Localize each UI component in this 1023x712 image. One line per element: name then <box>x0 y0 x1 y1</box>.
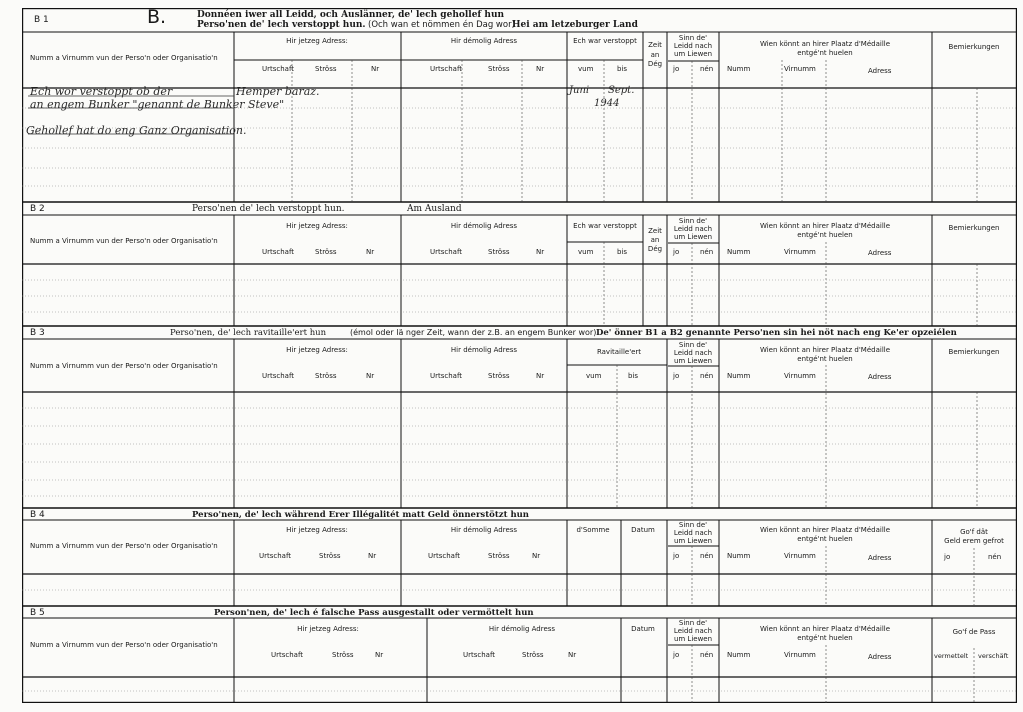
b2-alive-2: Leidd nach <box>673 225 713 233</box>
b2-medal-1: Wien könnt an hirer Plaatz d'Médaille <box>759 222 891 230</box>
section-label-b3: B 3 <box>30 328 45 338</box>
b1-time-2: an <box>650 51 660 59</box>
section-label-b2: B 2 <box>30 204 45 214</box>
form-sheet <box>22 8 1017 703</box>
b2-remarks: Bemierkungen <box>948 224 1000 232</box>
b1-alive-2: Leidd nach <box>673 42 713 50</box>
b2-to: bis <box>617 248 628 256</box>
b3-from: vum <box>586 372 602 380</box>
b3-former-addr: Hir démolig Adress <box>450 346 518 354</box>
b3-m-name: Numm <box>727 372 751 380</box>
b5-m-addr: Adress <box>868 653 892 661</box>
b4-alive-3: um Liewen <box>673 537 713 545</box>
b3-no: nén <box>700 372 714 380</box>
b4-yes-2: jo <box>944 553 951 561</box>
b4-gof-2: Geld erem gefrot <box>944 537 1004 545</box>
b4-place-2: Urtschaft <box>428 552 461 560</box>
b4-current-addr: Hir jetzeg Adress: <box>286 526 348 534</box>
b5-medal-1: Wien könnt an hirer Plaatz d'Médaille <box>759 625 891 633</box>
b5-title: Person'nen, de' lech é falsche Pass ausgestallt oder vermöttelt hun <box>214 608 534 618</box>
b5-street-1: Ströss <box>332 651 354 659</box>
b3-yes: jo <box>673 372 680 380</box>
b1-name-col: Numm a Virnumm vun der Perso'n oder Organisatio'n <box>30 54 218 62</box>
b1-hid: Ech war verstoppt <box>573 37 637 45</box>
b4-sum: d'Somme <box>576 526 610 534</box>
form-grid <box>22 8 1017 703</box>
b1-former-addr: Hir démolig Adress <box>450 37 518 45</box>
b1-current-addr: Hir jetzeg Adress: <box>286 37 348 45</box>
section-label-b1: B 1 <box>34 15 49 25</box>
b5-gof: Go'f de Pass <box>952 628 996 636</box>
b3-street-2: Ströss <box>488 372 510 380</box>
b3-ravit: Ravitaille'ert <box>596 348 642 356</box>
b4-title: Perso'nen, de' lech während Erer Illégalitét matt Geld önnerstötzt hun <box>192 510 529 520</box>
b4-alive-1: Sinn de' <box>678 521 708 529</box>
b5-place-1: Urtschaft <box>271 651 304 659</box>
b3-medal-1: Wien könnt an hirer Plaatz d'Médaille <box>759 346 891 354</box>
b3-place-2: Urtschaft <box>430 372 463 380</box>
b2-nr-1: Nr <box>366 248 375 256</box>
b4-medal-1: Wien könnt an hirer Plaatz d'Médaille <box>759 526 891 534</box>
b3-remarks: Bemierkungen <box>948 348 1000 356</box>
b4-street-1: Ströss <box>319 552 341 560</box>
b4-former-addr: Hir démolig Adress <box>450 526 518 534</box>
b3-nr-2: Nr <box>536 372 545 380</box>
b3-current-addr: Hir jetzeg Adress: <box>286 346 348 354</box>
b2-time-3: Dég <box>647 245 663 253</box>
b2-title-2: Am Ausland <box>407 204 462 214</box>
b3-street-1: Ströss <box>315 372 337 380</box>
b4-no-2: nén <box>988 553 1002 561</box>
b2-title: Perso'nen de' lech verstoppt hun. <box>192 204 345 214</box>
entry-line-1: Ech wor verstoppt ob der <box>30 85 173 98</box>
b2-time-2: an <box>650 236 660 244</box>
b5-issued: vermettelt <box>934 652 969 660</box>
b1-street-2: Ströss <box>488 65 510 73</box>
b2-name-col: Numm a Virnumm vun der Perso'n oder Organisatio'n <box>30 237 218 245</box>
b1-street-1: Ströss <box>315 65 337 73</box>
b2-from: vum <box>578 248 594 256</box>
form-letter: B. <box>147 6 167 28</box>
header-line-1: Donnéen iwer all Leidd, och Auslänner, de' lech gehollef hun <box>197 10 505 20</box>
b2-time-1: Zeit <box>648 227 662 235</box>
b2-alive-3: um Liewen <box>673 233 713 241</box>
b1-m-first: Virnumm <box>784 65 816 73</box>
b4-medal-2: entgé'nt huelen <box>797 535 853 543</box>
b1-alive-3: um Liewen <box>673 50 713 58</box>
section-label-b4: B 4 <box>30 510 45 520</box>
header-line-2c: Hei am letzeburger Land <box>512 20 638 30</box>
b2-former-addr: Hir démolig Adress <box>450 222 518 230</box>
b3-title-c: De' önner B1 a B2 genannte Perso'nen sin hei nöt nach eng Ke'er opzeiélen <box>596 328 957 338</box>
b1-place-1: Urtschaft <box>262 65 295 73</box>
b4-m-first: Virnumm <box>784 552 816 560</box>
b2-nr-2: Nr <box>536 248 545 256</box>
b4-date: Datum <box>631 526 655 534</box>
b1-medal-1: Wien könnt an hirer Plaatz d'Médaille <box>759 40 891 48</box>
b1-nr-1: Nr <box>371 65 380 73</box>
entry-to: Sept. <box>608 85 635 96</box>
b1-from: vum <box>578 65 594 73</box>
b2-no: nén <box>700 248 714 256</box>
b3-alive-2: Leidd nach <box>673 349 713 357</box>
b1-m-name: Numm <box>727 65 751 73</box>
b4-yes: jo <box>673 552 680 560</box>
b4-m-name: Numm <box>727 552 751 560</box>
b3-nr-1: Nr <box>366 372 375 380</box>
b1-nr-2: Nr <box>536 65 545 73</box>
b3-name-col: Numm a Virnumm vun der Perso'n oder Organisatio'n <box>30 362 218 370</box>
b1-alive-1: Sinn de' <box>678 34 708 42</box>
entry-year: 1944 <box>594 98 620 109</box>
b3-medal-2: entgé'nt huelen <box>797 355 853 363</box>
b4-nr-2: Nr <box>532 552 541 560</box>
b4-m-addr: Adress <box>868 554 892 562</box>
b3-title: Perso'nen, de' lech ravitaille'ert hun <box>170 328 327 338</box>
b4-name-col: Numm a Virnumm vun der Perso'n oder Organisatio'n <box>30 542 218 550</box>
b1-m-addr: Adress <box>868 67 892 75</box>
b5-yes: jo <box>673 651 680 659</box>
b5-nr-2: Nr <box>568 651 577 659</box>
b1-place-2: Urtschaft <box>430 65 463 73</box>
b5-name-col: Numm a Virnumm vun der Perso'n oder Organisatio'n <box>30 641 218 649</box>
b2-street-1: Ströss <box>315 248 337 256</box>
b1-time-3: Dég <box>647 60 663 68</box>
b5-m-first: Virnumm <box>784 651 816 659</box>
b5-former-addr: Hir démolig Adress <box>488 625 556 633</box>
b5-alive-1: Sinn de' <box>678 619 708 627</box>
b2-street-2: Ströss <box>488 248 510 256</box>
b4-nr-1: Nr <box>368 552 377 560</box>
b4-street-2: Ströss <box>488 552 510 560</box>
b3-alive-1: Sinn de' <box>678 341 708 349</box>
b3-place-1: Urtschaft <box>262 372 295 380</box>
section-label-b5: B 5 <box>30 608 45 618</box>
b5-date: Datum <box>631 625 655 633</box>
b2-hid: Ech war verstoppt <box>573 222 637 230</box>
b2-m-addr: Adress <box>868 249 892 257</box>
b5-alive-2: Leidd nach <box>673 627 713 635</box>
b3-to: bis <box>628 372 639 380</box>
b4-no: nén <box>700 552 714 560</box>
b4-place-1: Urtschaft <box>259 552 292 560</box>
entry-addr: Hemper baraz. <box>236 85 320 98</box>
b1-no: nén <box>700 65 714 73</box>
b2-alive-1: Sinn de' <box>678 217 708 225</box>
b4-gof-1: Go'f dât <box>960 528 988 536</box>
b3-alive-3: um Liewen <box>673 357 713 365</box>
b5-medal-2: entgé'nt huelen <box>797 634 853 642</box>
b2-m-name: Numm <box>727 248 751 256</box>
b5-place-2: Urtschaft <box>463 651 496 659</box>
b5-nr-1: Nr <box>375 651 384 659</box>
entry-line-2: an engem Bunker "genannt de Bunker Steve" <box>30 98 285 111</box>
b2-medal-2: entgé'nt huelen <box>797 231 853 239</box>
b2-m-first: Virnumm <box>784 248 816 256</box>
b3-m-addr: Adress <box>868 373 892 381</box>
header-line-2b: (Och wan et nömmen én Dag wor) <box>368 20 515 30</box>
b3-title-b: (émol oder lä nger Zeit, wann der z.B. an engem Bunker wor) <box>350 328 597 337</box>
b5-street-2: Ströss <box>522 651 544 659</box>
header-line-2: Perso'nen de' lech verstoppt hun. <box>197 20 366 30</box>
b1-to: bis <box>617 65 628 73</box>
b4-alive-2: Leidd nach <box>673 529 713 537</box>
b5-alive-3: um Liewen <box>673 635 713 643</box>
b1-yes: jo <box>673 65 680 73</box>
b5-current-addr: Hir jetzeg Adress: <box>297 625 359 633</box>
b1-time-1: Zeit <box>648 41 662 49</box>
b3-m-first: Virnumm <box>784 372 816 380</box>
entry-line-3: Gehollef hat do eng Ganz Organisation. <box>26 124 247 137</box>
b1-medal-2: entgé'nt huelen <box>797 49 853 57</box>
b5-mediated: verschäft <box>978 652 1009 660</box>
b2-current-addr: Hir jetzeg Adress: <box>286 222 348 230</box>
entry-from: Juni <box>569 85 590 96</box>
b2-yes: jo <box>673 248 680 256</box>
b2-place-1: Urtschaft <box>262 248 295 256</box>
b2-place-2: Urtschaft <box>430 248 463 256</box>
b5-no: nén <box>700 651 714 659</box>
b1-remarks: Bemierkungen <box>948 43 1000 51</box>
b5-m-name: Numm <box>727 651 751 659</box>
